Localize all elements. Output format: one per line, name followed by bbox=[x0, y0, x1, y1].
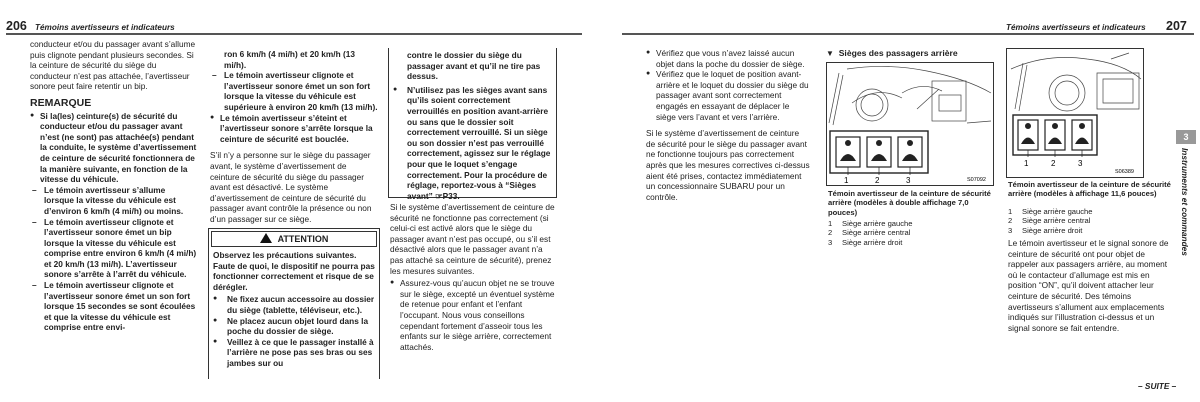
legend-2-num: 2 bbox=[1008, 216, 1013, 226]
attention-bullet-4: ● N’utilisez pas les sièges avant sans qu’ils soient correctement verrouillés en position avant-arrière ou sans que le dossier soit correctement verrouillé. Si un siège ou son dossier n’est pas verrouillé correctement, agissez sur le réglage pour que le loquet s’engage correctement. Pour la procédure de réglage, reportez-vous à “Sièges avant” ☞P33. bbox=[393, 85, 552, 202]
figure-2-label-1: 1 bbox=[1024, 159, 1029, 168]
figure-2-legend bbox=[1008, 207, 1172, 235]
left-page-number: 206 bbox=[6, 19, 27, 33]
right-column-1 bbox=[646, 48, 810, 202]
check-bullet-1: ● Vérifiez que vous n’avez laissé aucun objet dans la poche du dossier de siège. bbox=[646, 48, 810, 69]
right-page-header: Témoins avertisseurs et indicateurs bbox=[1006, 23, 1146, 32]
triangle-marker-icon: ▼ bbox=[826, 49, 834, 58]
figure-1-label-1: 1 bbox=[844, 176, 849, 185]
attention-bullet-3: ● Veillez à ce que le passager installé à l’arrière ne pose pas ses bras ou ses jambes sur ou bbox=[213, 337, 375, 369]
check-bullet-2: ● Vérifiez que le loquet de position avant-arrière et le loquet du dossier du siège du passager avant sont correctement engagés en essayant de déplacer le siège vers l’avant et vers l’arrière. bbox=[646, 69, 810, 122]
attention-intro: Observez les précautions suivantes. Faute de quoi, le dispositif ne pourra pas fonctionner correctement et risque de se dérégler. bbox=[213, 250, 375, 292]
rear-warning-paragraph: Le témoin avertisseur et le signal sonore de ceinture de sécurité ont pour objet de rappeler aux passagers arrière, au moment où le contacteur d’allumage est mis en position “ON”, qu’il doivent attacher leur ceinture de sécurité. Des témoins avertisseurs s’allument aux emplacements indiqués sur l’illustration ci-dessus et un signal sonore se fait entendre. bbox=[1008, 238, 1169, 333]
legend-1-item-1: Siège arrière gauche bbox=[842, 219, 913, 228]
legend-1-item-2: Siège arrière central bbox=[842, 228, 911, 238]
rear-seats-heading bbox=[826, 48, 958, 58]
figure-11-6-display bbox=[1006, 48, 1144, 178]
figure-1-label-3: 3 bbox=[906, 176, 911, 185]
figure-dual-display bbox=[826, 62, 994, 186]
right-page-number: 207 bbox=[1166, 19, 1187, 33]
legend-1-item-3: Siège arrière droit bbox=[842, 237, 903, 247]
warning-triangle-icon bbox=[260, 233, 272, 243]
legend-2-item-1: Siège arrière gauche bbox=[1022, 207, 1093, 216]
rear-seats-heading-text: Sièges des passagers arrière bbox=[838, 48, 958, 58]
left-header-rule bbox=[6, 33, 582, 35]
legend-2-item-2: Siège arrière central bbox=[1022, 216, 1091, 226]
figure-2-code: S06389 bbox=[1115, 169, 1134, 175]
dealer-paragraph: Si le système d’avertissement de ceinture de sécurité pour le siège du passager avant ne fonctionne toujours pas correctement après que les mesures correctives ci-dessus aient été prises, contactez immédiatement un concessionnaire SUBARU pour un contrôle. bbox=[646, 128, 810, 202]
suite-label: – SUITE – bbox=[1138, 381, 1177, 391]
legend-1-num: 1 bbox=[828, 219, 833, 228]
malfunction-paragraph: Si le système d’avertissement de ceinture de sécurité ne fonctionne pas correctement (si celui-ci est activé alors que le siège du passager avant n’est pas occupé, ou s’il est désactivé alors que le passager avant n’a pas attaché sa ceinture de sécurité), prenez les mesures suivantes. bbox=[390, 202, 555, 276]
legend-1-num: 2 bbox=[828, 228, 833, 238]
left-column-1 bbox=[30, 39, 197, 333]
malfunction-bullet: ● Assurez-vous qu’aucun objet ne se trouve sur le siège, excepté un éventuel système de retenue pour enfant et l’enfant l’occupant. Nous vous conseillons cependant fortement d’asseoir tous les enfants sur le siège arrière, correctement attachés. bbox=[390, 278, 556, 352]
figure-1-caption: Témoin avertisseur de la ceinture de sécurité arrière (modèles à double affichage 7,0 pouces) bbox=[828, 189, 991, 217]
remarque-dash-1: – Le témoin avertisseur s’allume lorsque la vitesse du véhicule est d’environ 6 km/h (4 mi/h) ou moins. bbox=[30, 185, 197, 217]
remarque-dash-2: – Le témoin avertisseur clignote et l’avertisseur sonore émet un bip lorsque la vitesse du véhicule est comprise entre environ 6 km/h (4 mi/h) et 20 km/h (13 mi/h). L’avertisseur sonore s’arrête à l’arrêt du véhicule. bbox=[30, 217, 197, 281]
figure-2-caption: Témoin avertisseur de la ceinture de sécurité arrière (modèles à affichage 11,6 pouces) bbox=[1008, 180, 1171, 199]
figure-1-label-2: 2 bbox=[875, 176, 880, 185]
attention-title: ATTENTION bbox=[277, 234, 329, 244]
remarque-dash-4: – Le témoin avertisseur clignote et l’avertisseur sonore émet un son fort lorsque la vitesse du véhicule est supérieure à environ 20 km/h (13 mi/h). bbox=[210, 70, 378, 112]
remarque-dash-3: – Le témoin avertisseur clignote et l’avertisseur sonore émet un son fort lorsque 15 secondes se sont écoulées et que la vitesse du véhicule est comprise entre envi- bbox=[30, 280, 197, 333]
passenger-paragraph: S’il n’y a personne sur le siège du passager avant, le système d’avertissement de ceinture de sécurité du siège du passager avant est désactivé. Le système d’avertissement de ceinture de sécurité du passager avant contrôle la présence ou non d’un passager sur ce siège. bbox=[210, 150, 372, 224]
legend-2-num: 3 bbox=[1008, 225, 1013, 235]
intro-paragraph: conducteur et/ou du passager avant s’allume puis clignote pendant plusieurs secondes. Si la ceinture de sécurité du siège du conducteur n’est pas attachée, l’avertisseur sonore peut faire retentir un bip. bbox=[30, 39, 196, 92]
left-page-header: Témoins avertisseurs et indicateurs bbox=[35, 23, 175, 32]
right-column-3 bbox=[1008, 238, 1172, 333]
legend-1-num: 3 bbox=[828, 237, 833, 247]
figure-2-label-2: 2 bbox=[1051, 159, 1056, 168]
attention-header bbox=[211, 231, 377, 247]
figure-1-code: S07092 bbox=[967, 177, 986, 183]
remarque-bullet-2: ● Le témoin avertisseur s’éteint et l’avertisseur sonore s’arrête lorsque la ceinture de sécurité est bouclée. bbox=[210, 113, 378, 145]
right-header-rule bbox=[622, 33, 1194, 35]
dash-continuation: ron 6 km/h (4 mi/h) et 20 km/h (13 mi/h). bbox=[224, 49, 355, 70]
left-column-3 bbox=[390, 202, 556, 352]
left-column-2 bbox=[210, 49, 378, 225]
chapter-tab: 3 bbox=[1176, 130, 1196, 144]
remarque-heading: REMARQUE bbox=[30, 96, 92, 109]
legend-2-num: 1 bbox=[1008, 207, 1013, 216]
attention-bullet-1: ● Ne fixez aucun accessoire au dossier du siège (tablette, téléviseur, etc.). bbox=[213, 294, 375, 315]
remarque-bullet: ● Si la(les) ceinture(s) de sécurité du conducteur et/ou du passager avant n’est (ne sont) pas attachée(s) pendant la conduite, le système d’avertissement de ceinture de sécurité fonctionnera de la manière suivante, en fonction de la vitesse du véhicule. bbox=[30, 111, 197, 185]
figure-dual-display-illustration bbox=[827, 63, 993, 185]
attention-box bbox=[208, 228, 380, 379]
legend-2-item-3: Siège arrière droit bbox=[1022, 225, 1083, 235]
attention-box-continued bbox=[388, 48, 557, 201]
attention-bullet-2: ● Ne placez aucun objet lourd dans la poche du dossier de siège. bbox=[213, 316, 375, 337]
figure-1-legend bbox=[828, 219, 992, 247]
chapter-side-label: Instruments et commandes bbox=[1180, 148, 1190, 256]
attention-continuation: contre le dossier du siège du passager avant et qu’il ne tire pas dessus. bbox=[407, 50, 541, 82]
figure-11-6-illustration bbox=[1007, 49, 1143, 177]
figure-2-label-3: 3 bbox=[1078, 159, 1083, 168]
